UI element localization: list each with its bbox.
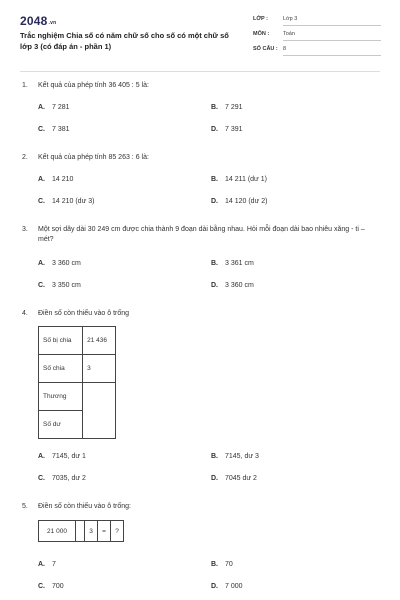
option-letter: B. <box>211 260 218 267</box>
question-text: Điền số còn thiếu vào ô trống <box>38 310 130 317</box>
option-text: 7 381 <box>52 126 70 133</box>
meta-subject <box>253 29 381 41</box>
table-row <box>39 521 124 542</box>
question-number: 2. <box>22 154 28 161</box>
document-title: Trắc nghiệm Chia số có năm chữ số cho số có một chữ số lớp 3 (có đáp án - phần 1) <box>20 31 229 51</box>
option-letter: D. <box>211 475 218 482</box>
option-text: 14 211 (dư 1) <box>225 176 267 183</box>
equation-cell: 21 000 <box>39 521 76 542</box>
option-text: 3 350 cm <box>52 282 81 289</box>
option-text: 70 <box>225 561 233 568</box>
option-letter: A. <box>38 453 45 460</box>
option-text: 7 391 <box>225 126 243 133</box>
option-text: 7145, dư 1 <box>52 453 86 460</box>
option-letter: D. <box>211 282 218 289</box>
option-letter: C. <box>38 583 45 590</box>
option-text: 7 <box>52 561 56 568</box>
option-letter: A. <box>38 104 45 111</box>
equation-cell: ? <box>111 521 124 542</box>
option-letter: D. <box>211 198 218 205</box>
option-letter: A. <box>38 561 45 568</box>
table-cell-value: 3 <box>83 355 116 383</box>
question-number: 3. <box>22 226 28 233</box>
meta-class-label: LỚP : <box>253 16 268 22</box>
table-cell-label: Thương <box>39 383 83 411</box>
table-cell-blank <box>83 383 116 439</box>
option-text: 3 360 cm <box>225 282 254 289</box>
table-row <box>39 383 116 411</box>
equation-cell: = <box>98 521 111 542</box>
meta-count-value: 8 <box>283 46 381 56</box>
option-letter: A. <box>38 176 45 183</box>
header-divider <box>20 71 380 72</box>
meta-class-value: Lớp 3 <box>283 16 381 26</box>
option-text: 14 120 (dư 2) <box>225 198 268 205</box>
logo-sub-text: .vn <box>48 20 57 26</box>
option-text: 14 210 (dư 3) <box>52 198 95 205</box>
question-number: 4. <box>22 310 28 317</box>
option-letter: C. <box>38 198 45 205</box>
question-number: 1. <box>22 82 28 89</box>
meta-class <box>253 14 381 26</box>
option-letter: B. <box>211 176 218 183</box>
option-text: 14 210 <box>52 176 74 183</box>
table-row <box>39 327 116 355</box>
option-text: 7035, dư 2 <box>52 475 86 482</box>
option-text: 7045 dư 2 <box>225 475 257 482</box>
option-text: 7 000 <box>225 583 243 590</box>
option-text: 7145, dư 3 <box>225 453 259 460</box>
logo-main-text: 2048 <box>20 14 48 28</box>
meta-subject-value: Toán <box>283 31 381 41</box>
question-text: Điền số còn thiếu vào ô trống: <box>38 503 132 510</box>
option-letter: B. <box>211 561 218 568</box>
site-logo[interactable] <box>20 14 56 28</box>
meta-subject-label: MÔN : <box>253 31 270 37</box>
equation-boxes <box>38 520 124 542</box>
question-text: Kết quả của phép tính 85 263 : 6 là: <box>38 154 149 161</box>
question-text: Kết quả của phép tính 36 405 : 5 là: <box>38 82 149 89</box>
option-letter: D. <box>211 126 218 133</box>
option-text: 3 361 cm <box>225 260 254 267</box>
table-row <box>39 355 116 383</box>
table-cell-label: Số bị chia <box>39 327 83 355</box>
option-text: 7 281 <box>52 104 70 111</box>
option-letter: C. <box>38 126 45 133</box>
table-cell-label: Số chia <box>39 355 83 383</box>
question-number: 5. <box>22 503 28 510</box>
option-letter: C. <box>38 475 45 482</box>
equation-cell: 3 <box>85 521 98 542</box>
option-letter: B. <box>211 104 218 111</box>
option-letter: A. <box>38 260 45 267</box>
meta-count-label: SỐ CÂU : <box>253 46 278 52</box>
option-text: 700 <box>52 583 64 590</box>
table-cell-value: 21 436 <box>83 327 116 355</box>
division-table <box>38 326 116 439</box>
equation-blank-cell <box>76 521 85 542</box>
option-text: 3 360 cm <box>52 260 81 267</box>
table-cell-label: Số dư <box>39 411 83 439</box>
option-letter: C. <box>38 282 45 289</box>
option-letter: D. <box>211 583 218 590</box>
question-text: Một sợi dây dài 30 249 cm được chia thành 9 đoạn dài bằng nhau. Hỏi mỗi đoạn dài bao nhiêu xăng - ti – mét? <box>38 226 365 243</box>
option-text: 7 291 <box>225 104 243 111</box>
meta-count <box>253 44 381 56</box>
option-letter: B. <box>211 453 218 460</box>
